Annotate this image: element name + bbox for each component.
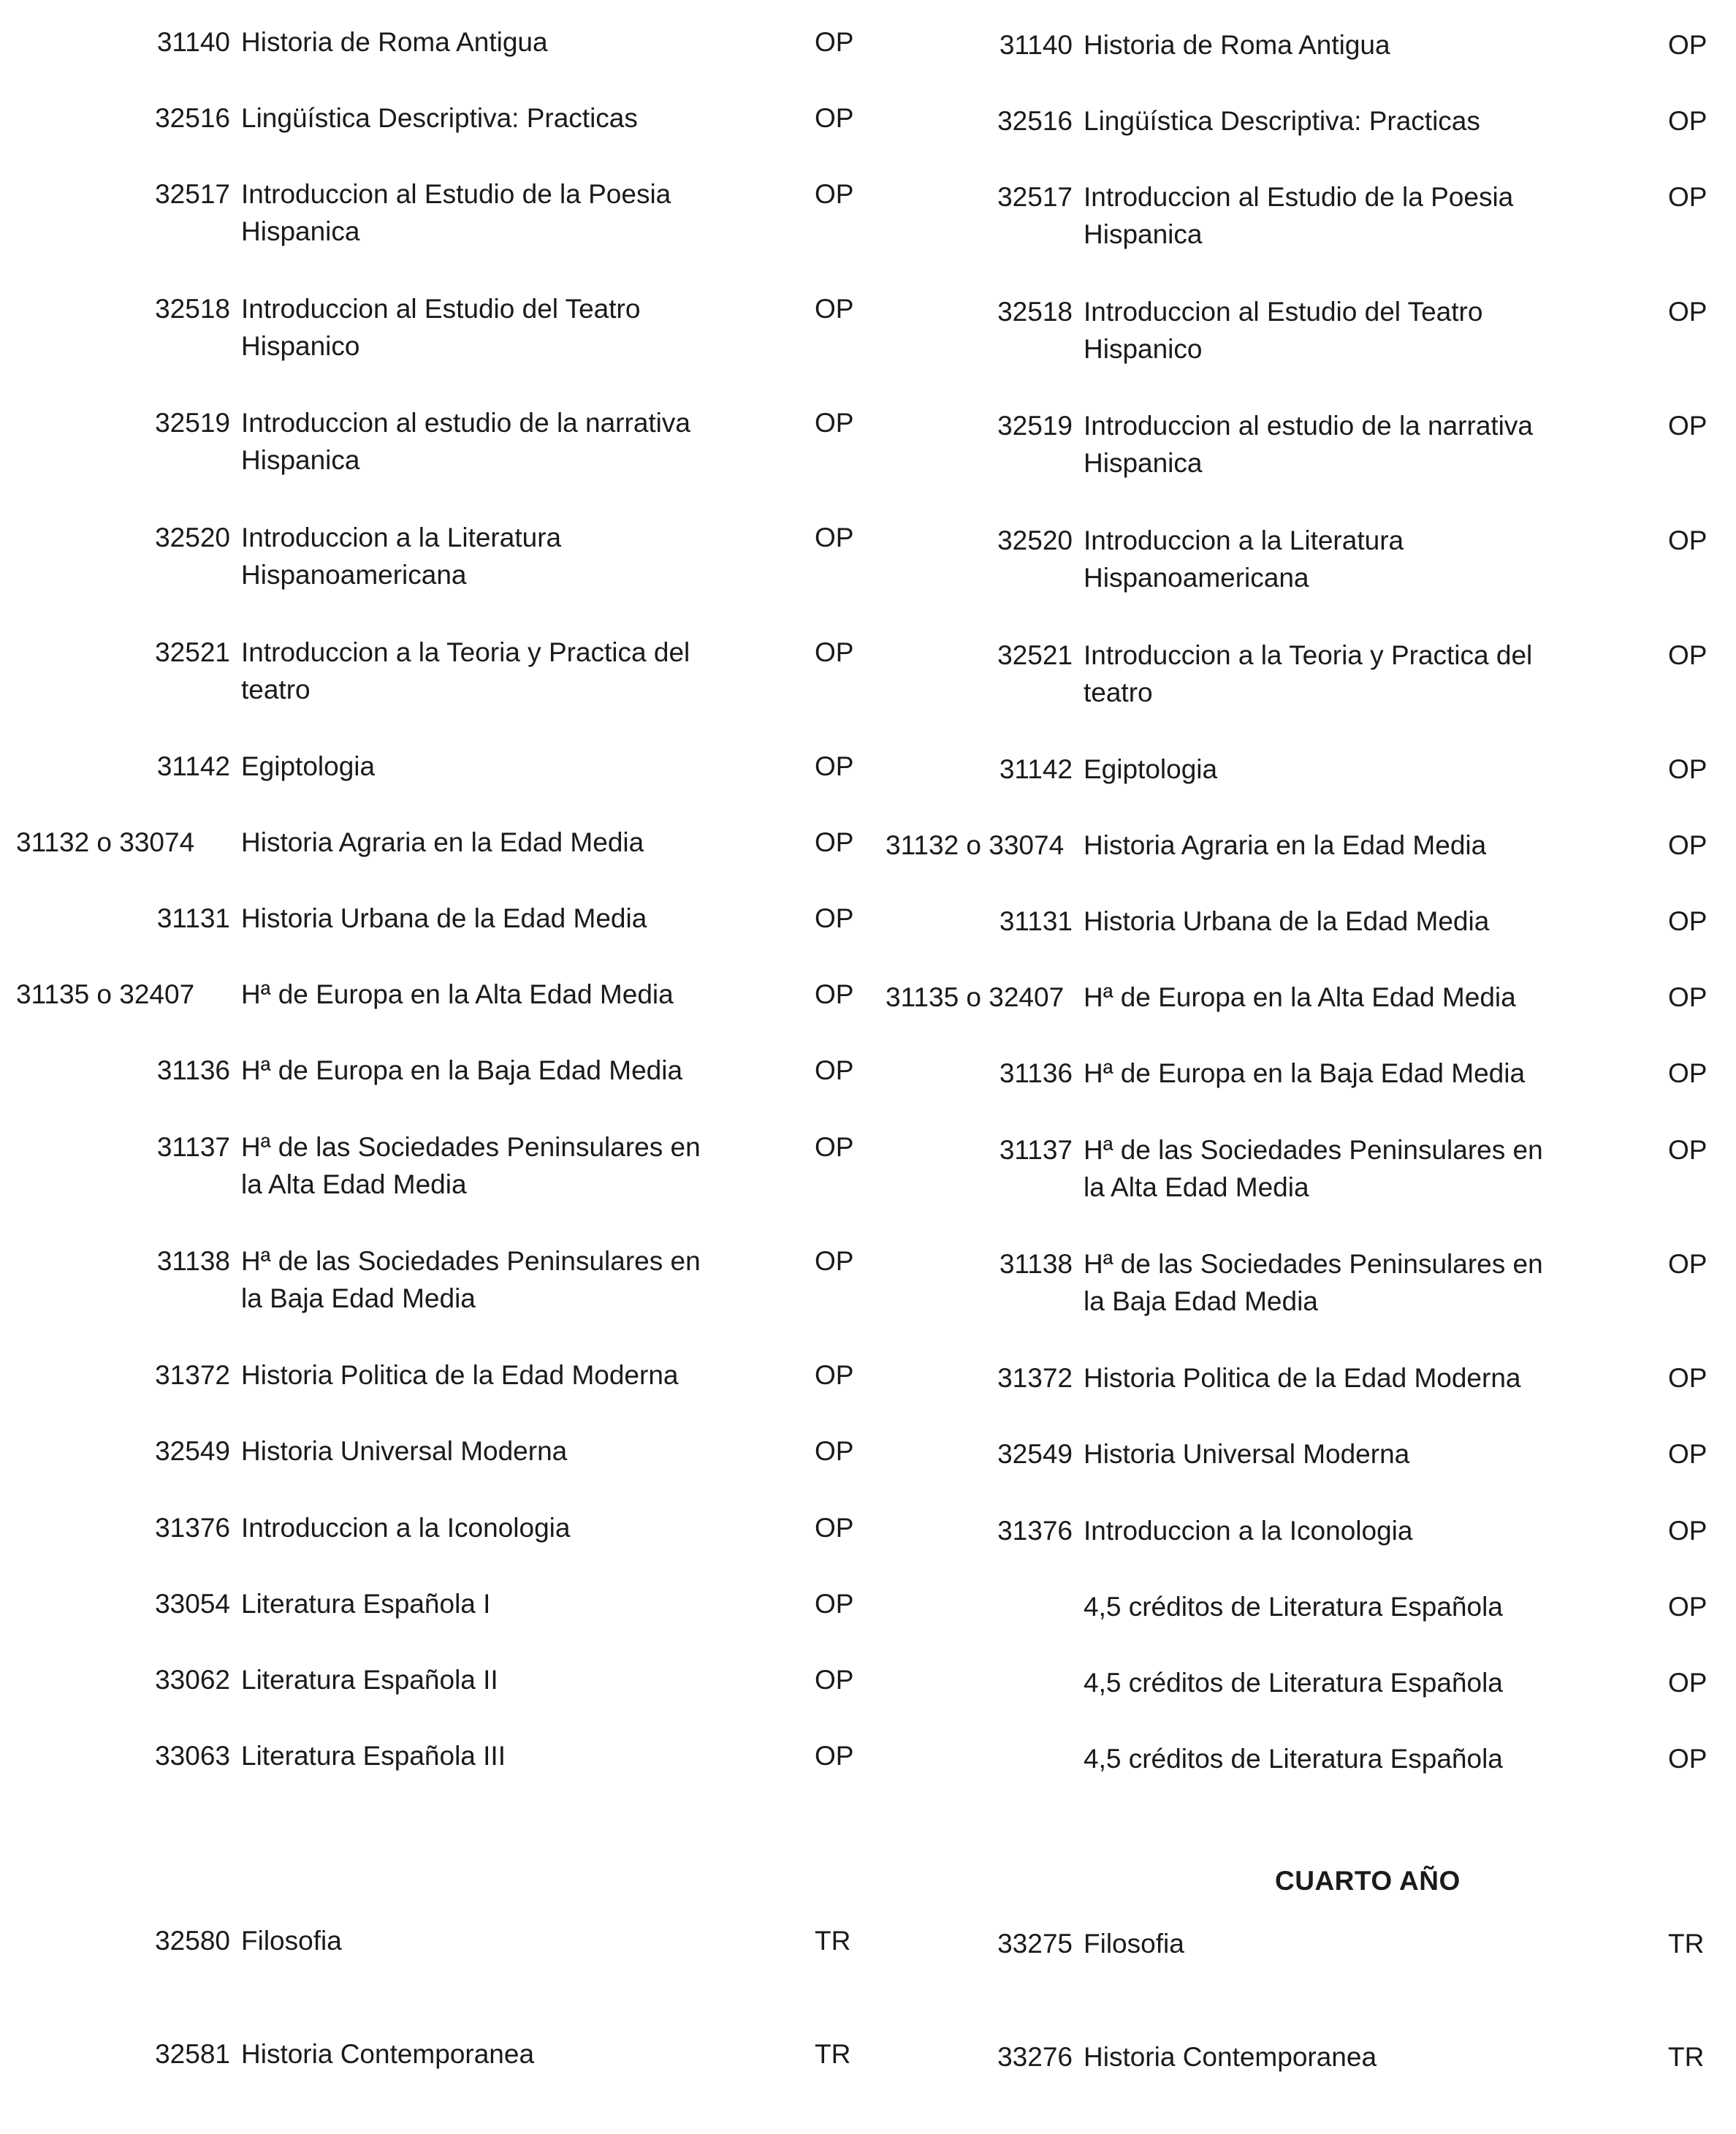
course-title: Literatura Española III [241,1741,506,1771]
course-title: Introduccion al Estudio de la Poesia Hispanica [241,179,671,246]
course-type: OP [815,827,854,857]
course-code: 31137 [999,1135,1073,1165]
course-title: 4,5 créditos de Literatura Española [1084,1744,1503,1774]
course-type: OP [815,1246,854,1276]
course-title: Introduccion al Estudio de la Poesia Hispanica [1084,182,1514,249]
course-title: Introduccion al Estudio del Teatro Hispanico [241,294,641,361]
course-type: OP [1668,754,1708,784]
course-code: 31376 [997,1516,1073,1546]
course-type: OP [815,903,854,933]
course-code: 32517 [997,182,1073,212]
course-code: 32517 [155,179,230,209]
course-type: TR [815,1926,851,1956]
course-title: Historia de Roma Antigua [241,27,548,57]
course-code: 33062 [155,1665,230,1695]
course-type: OP [815,1513,854,1543]
course-title: Introduccion al Estudio del Teatro Hispanico [1084,297,1483,364]
course-type: OP [1668,1249,1708,1279]
course-code: 32518 [997,297,1073,327]
course-type: OP [1668,906,1708,936]
course-code: 32516 [155,103,230,133]
course-code: 33054 [155,1589,230,1619]
course-code: 33063 [155,1741,230,1771]
course-code: 31376 [155,1513,230,1543]
course-type: TR [1668,1929,1705,1959]
course-code: 32520 [997,525,1073,555]
course-type: OP [815,179,854,209]
course-title: Historia Universal Moderna [1084,1439,1410,1469]
course-code: 31136 [999,1058,1073,1088]
course-code: 31372 [997,1363,1073,1393]
course-code: 32519 [997,411,1073,441]
course-title: Historia Agraria en la Edad Media [1084,830,1487,860]
course-type: OP [815,1436,854,1466]
course-title: Hª de las Sociedades Peninsulares en la Baja Edad Media [241,1246,701,1313]
course-type: OP [815,1589,854,1619]
course-type: OP [1668,1516,1708,1546]
course-code: 32549 [997,1439,1073,1469]
course-title: Historia Politica de la Edad Moderna [241,1360,679,1390]
course-code: 32581 [155,2039,230,2069]
course-title: Filosofia [241,1926,342,1956]
course-type: OP [1668,1363,1708,1393]
course-code: 32519 [155,408,230,438]
course-code: 31131 [999,906,1073,936]
course-title: Historia Contemporanea [1084,2042,1377,2072]
course-type: OP [815,408,854,438]
course-type: OP [815,1132,854,1162]
course-type: OP [815,979,854,1009]
course-type: TR [815,2039,851,2069]
course-code: 33276 [997,2042,1073,2072]
course-type: OP [1668,1058,1708,1088]
course-title: Hª de Europa en la Alta Edad Media [1084,982,1516,1012]
course-title: Introduccion a la Literatura Hispanoamericana [241,523,562,590]
course-title: Historia de Roma Antigua [1084,30,1390,60]
course-title: Historia Urbana de la Edad Media [241,903,647,933]
course-title: Introduccion a la Iconologia [241,1513,571,1543]
course-code: 31140 [999,30,1073,60]
course-title: Lingüística Descriptiva: Practicas [1084,106,1480,136]
course-title: Hª de las Sociedades Peninsulares en la Alta Edad Media [1084,1135,1543,1202]
course-type: OP [815,523,854,553]
course-title: Introduccion al estudio de la narrativa Hispanica [1084,411,1533,478]
course-type: OP [1668,30,1708,60]
course-code: 31132 o 33074 [16,827,195,857]
course-title: Historia Politica de la Edad Moderna [1084,1363,1521,1393]
course-title: Historia Urbana de la Edad Media [1084,906,1490,936]
course-code: 31137 [156,1132,230,1162]
course-code: 31135 o 32407 [886,982,1065,1012]
course-title: Hª de Europa en la Baja Edad Media [241,1055,683,1085]
course-type: OP [815,1741,854,1771]
course-code: 32518 [155,294,230,324]
course-code: 31138 [156,1246,230,1276]
course-title: Hª de las Sociedades Peninsulares en la Alta Edad Media [241,1132,701,1199]
cuarto-ano-heading: CUARTO AÑO [1275,1866,1461,1896]
course-title: Hª de Europa en la Alta Edad Media [241,979,674,1009]
course-title: Hª de las Sociedades Peninsulares en la Baja Edad Media [1084,1249,1543,1316]
course-type: OP [815,1055,854,1085]
course-title: Egiptologia [1084,754,1218,784]
course-code: 32549 [155,1436,230,1466]
course-type: OP [815,27,854,57]
course-code: 32516 [997,106,1073,136]
course-title: Historia Agraria en la Edad Media [241,827,644,857]
course-type: OP [815,637,854,667]
course-type: OP [1668,1592,1708,1622]
course-type: OP [1668,106,1708,136]
course-type: OP [1668,525,1708,555]
course-code: 32521 [155,637,230,667]
course-type: OP [1668,411,1708,441]
course-type: OP [815,294,854,324]
course-title: Introduccion al estudio de la narrativa Hispanica [241,408,690,475]
course-title: Introduccion a la Iconologia [1084,1516,1413,1546]
course-code: 31142 [999,754,1073,784]
course-title: Filosofia [1084,1929,1184,1959]
course-title: Introduccion a la Literatura Hispanoamericana [1084,525,1404,593]
course-type: TR [1668,2042,1705,2072]
course-title: Hª de Europa en la Baja Edad Media [1084,1058,1526,1088]
course-code: 32520 [155,523,230,553]
course-type: OP [1668,982,1708,1012]
course-title: Literatura Española II [241,1665,498,1695]
course-type: OP [815,103,854,133]
course-code: 32580 [155,1926,230,1956]
course-title: Literatura Española I [241,1589,491,1619]
course-title: Egiptologia [241,751,376,781]
course-code: 31136 [156,1055,230,1085]
course-type: OP [815,1665,854,1695]
course-type: OP [1668,1135,1708,1165]
course-type: OP [1668,1668,1708,1698]
course-code: 31372 [155,1360,230,1390]
course-code: 31142 [156,751,230,781]
course-code: 32521 [997,640,1073,670]
course-title: Introduccion a la Teoria y Practica del teatro [241,637,690,705]
course-type: OP [1668,1744,1708,1774]
course-type: OP [815,1360,854,1390]
course-title: 4,5 créditos de Literatura Española [1084,1592,1503,1622]
course-type: OP [1668,830,1708,860]
course-code: 31140 [156,27,230,57]
course-code: 31138 [999,1249,1073,1279]
course-title: Lingüística Descriptiva: Practicas [241,103,638,133]
course-code: 31132 o 33074 [886,830,1065,860]
course-code: 33275 [997,1929,1073,1959]
course-title: Historia Universal Moderna [241,1436,568,1466]
course-title: Historia Contemporanea [241,2039,535,2069]
course-type: OP [1668,1439,1708,1469]
course-type: OP [815,751,854,781]
course-type: OP [1668,182,1708,212]
course-type: OP [1668,640,1708,670]
course-title: Introduccion a la Teoria y Practica del teatro [1084,640,1533,707]
course-type: OP [1668,297,1708,327]
course-code: 31131 [156,903,230,933]
course-title: 4,5 créditos de Literatura Española [1084,1668,1503,1698]
course-code: 31135 o 32407 [16,979,195,1009]
